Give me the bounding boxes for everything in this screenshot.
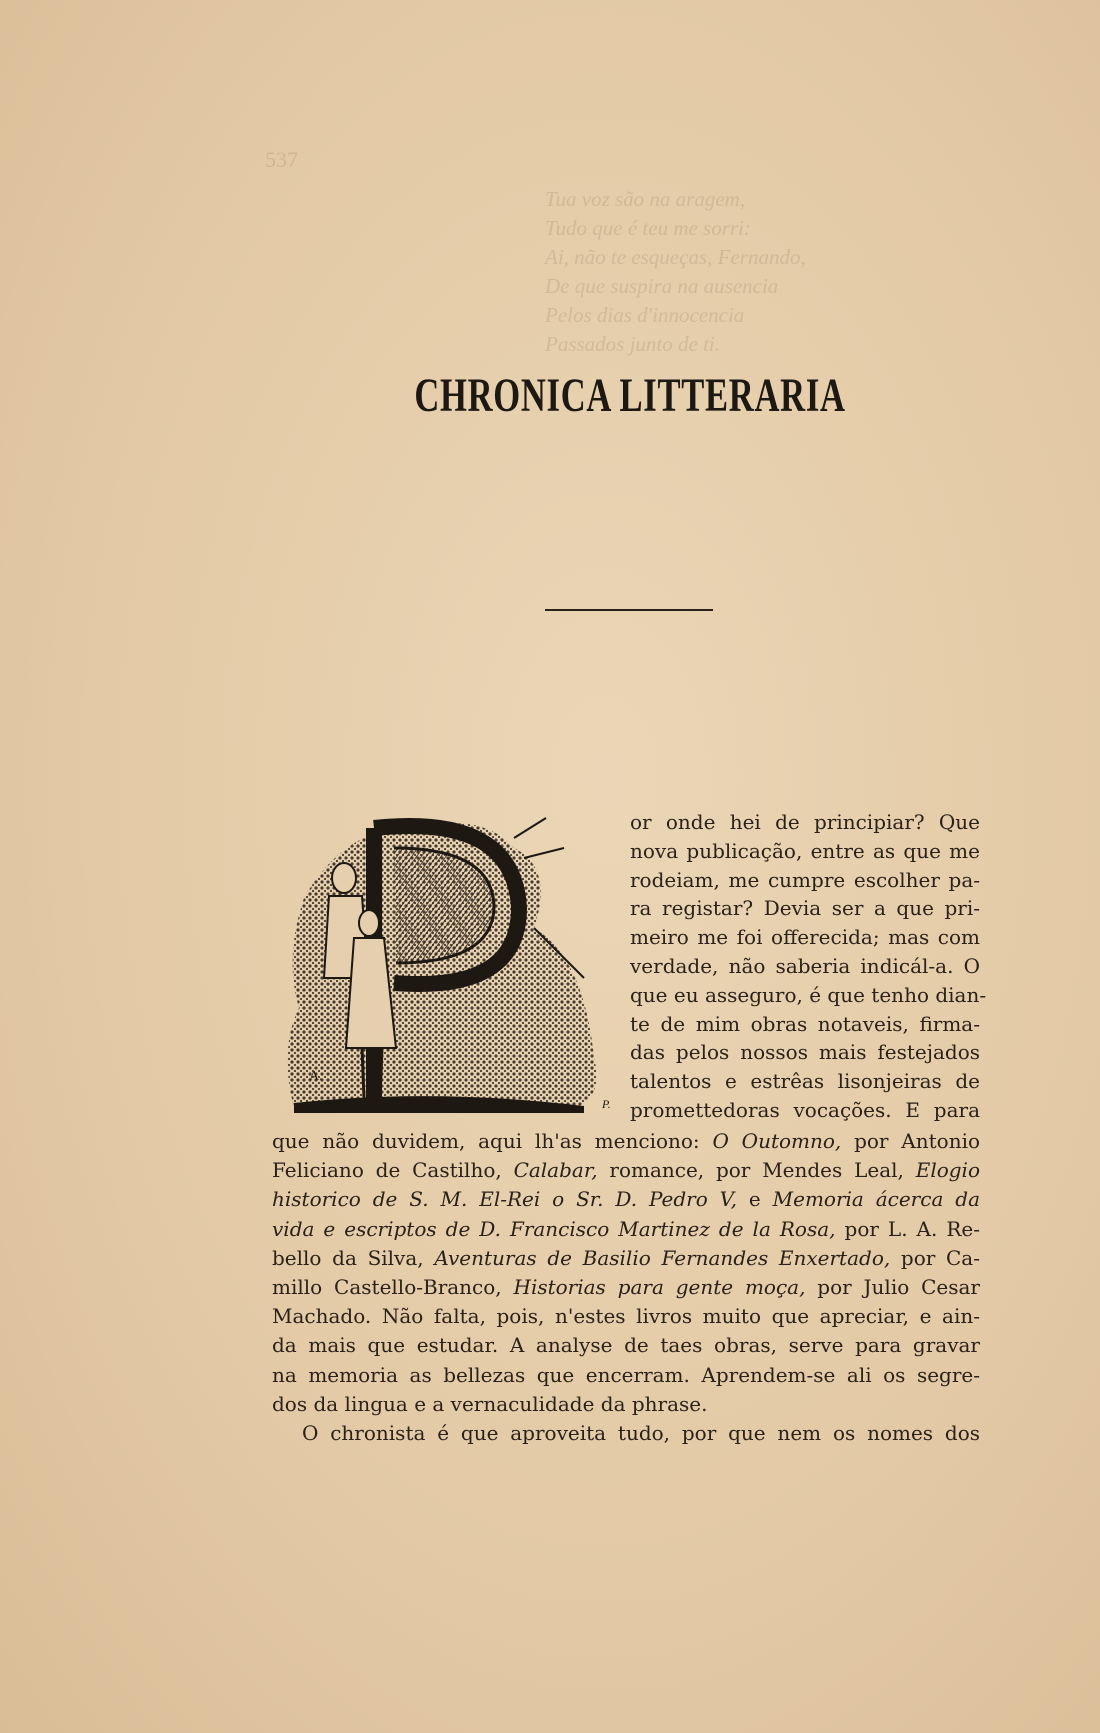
dropcap-ornament (284, 808, 624, 1130)
body-line: dos da lingua e a vernaculidade da phrase. (272, 1391, 708, 1416)
lead-line: promettedoras vocações. E para (630, 1097, 980, 1122)
lead-line: talentos e estrêas lisonjeiras de (630, 1069, 980, 1094)
lead-line: or onde hei de principiar? Que (630, 810, 980, 834)
svg-text:P.: P. (602, 1097, 611, 1111)
body-line: millo Castello-Branco, Historias para gente moça, por Julio Cesar (272, 1275, 980, 1300)
lead-line: das pelos nossos mais festejados (630, 1040, 980, 1065)
body-line: vida e escriptos de D. Francisco Martinez de la Rosa, por L. A. Re- (272, 1216, 981, 1241)
book-title: historico de S. M. El-Rei o Sr. D. Pedro V, (272, 1187, 737, 1212)
svg-text:A.: A. (309, 1069, 323, 1084)
lead-line: que eu asseguro, é que tenho dian- (630, 982, 987, 1007)
lead-line: rodeiam, me cumpre escolher pa- (630, 867, 980, 892)
opening-paragraph-lead (630, 808, 987, 1125)
page-title: CHRONICA LITTERARIA (414, 369, 846, 422)
body-line: Machado. Não falta, pois, n'estes livros muito que apreciar, e ain- (272, 1304, 980, 1329)
book-title: Historias para gente moça, (513, 1275, 806, 1300)
book-title: Memoria ácerca da (772, 1187, 980, 1212)
book-title: O Outomno, (712, 1129, 842, 1153)
body-line: bello da Silva, Aventuras de Basilio Fernandes Enxertado, por Ca- (272, 1245, 980, 1270)
body-text (272, 1127, 980, 1448)
body-line: O chronista é que aproveita tudo, por que nem os nomes dos (302, 1421, 980, 1446)
lead-line: nova publicação, entre as que me (630, 838, 980, 863)
lead-line: te de mim obras notaveis, firma- (630, 1011, 980, 1036)
book-title: Calabar, (513, 1158, 598, 1183)
body-line: que não duvidem, aqui lh'as menciono: O Outomno, por Antonio (272, 1129, 981, 1153)
book-title: Aventuras de Basilio Fernandes Enxertado, (434, 1245, 891, 1270)
book-title: vida e escriptos de D. Francisco Martinez de la Rosa, (272, 1216, 836, 1241)
book-title: Elogio (915, 1158, 980, 1183)
body-line: da mais que estudar. A analyse de taes obras, serve para gravar (272, 1333, 980, 1358)
lead-line: ra registar? Devia ser a que pri- (630, 896, 980, 921)
show-through-text: 537 Tua voz são na aragem, Tudo que é teu me sorri: Ai, não te esqueças, Fernando, De que suspira na ausencia Pelos dias d'innocencia Passados junto de ti. (265, 147, 806, 356)
body-line: Feliciano de Castilho, Calabar, romance, por Mendes Leal, Elogio (272, 1158, 980, 1183)
lead-line: verdade, não saberia indicál-a. O (630, 953, 980, 978)
lead-line: meiro me foi offerecida; mas com (630, 925, 980, 950)
title-divider (545, 609, 713, 611)
body-line: na memoria as bellezas que encerram. Aprendem-se ali os segre- (272, 1362, 980, 1387)
body-line: historico de S. M. El-Rei o Sr. D. Pedro V, e Memoria ácerca da (272, 1187, 980, 1212)
